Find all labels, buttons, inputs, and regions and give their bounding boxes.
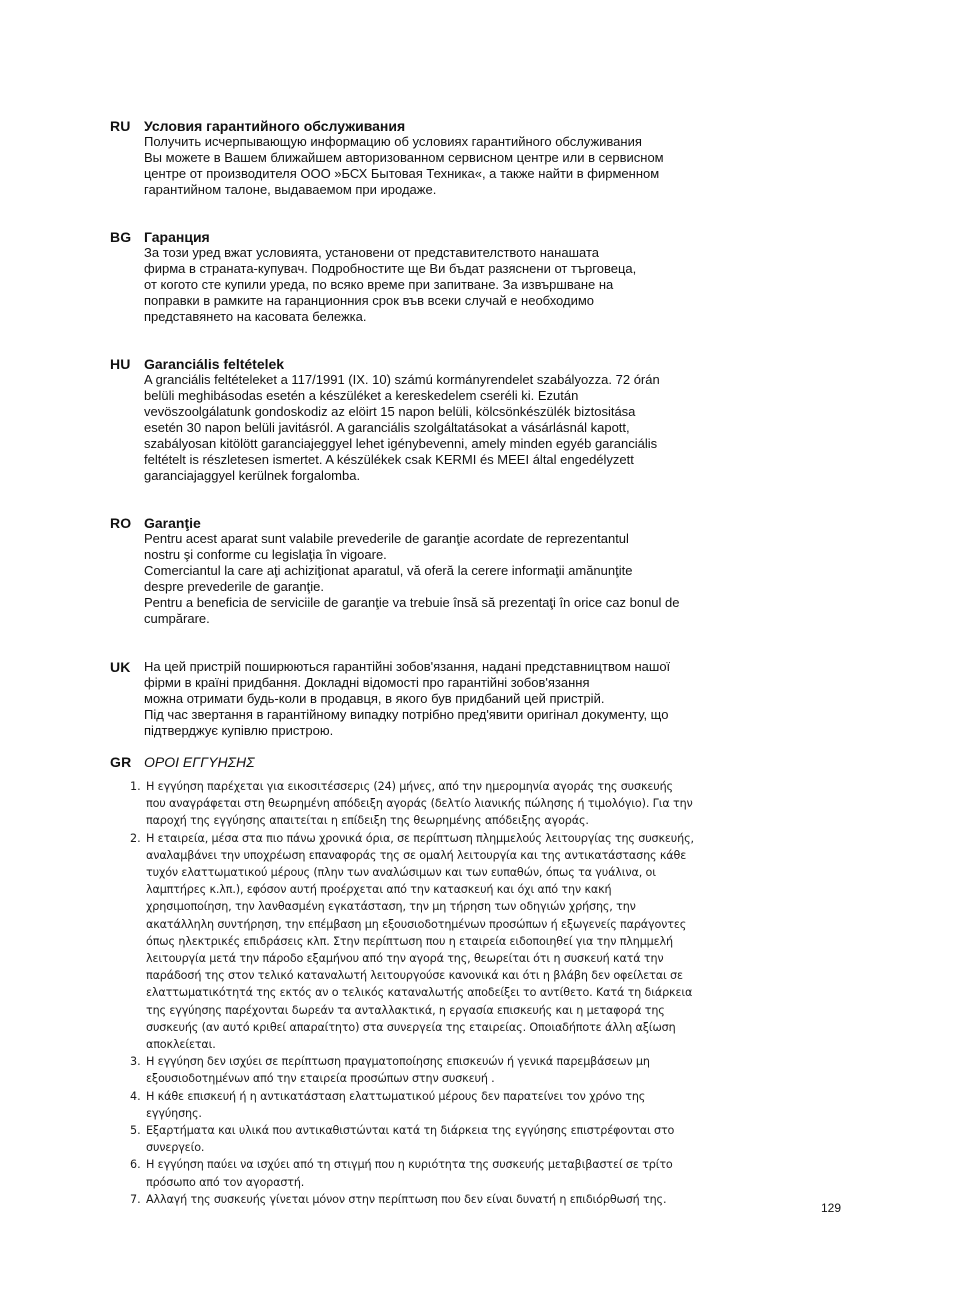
item-line: πρόσωπο από τον αγοραστή.: [146, 1175, 305, 1189]
item-line: Εξαρτήματα και υλικά που αντικαθιστώνται κατά τη διάρκεια της εγγύησης επιστρέφονται στο: [146, 1124, 675, 1138]
item-line: Η εγγύηση παύει να ισχύει από τη στιγμή που η κυριότητα της συσκευής μεταβιβαστεί σε τρίτο: [146, 1158, 673, 1172]
body-line: На цей пристрій поширюються гарантійні зобов'язання, надані представництвом нашої: [144, 659, 671, 674]
section-content: [144, 754, 744, 770]
item-line: τυχόν ελαττωματικού μέρους (πλην των αναλώσιμων και των ευπαθών, όπως τα γυάλινα, οι: [146, 866, 656, 880]
body-line: фірми в країні придбання. Докладні відомості про гарантійні зобов'язання: [144, 675, 590, 690]
body-line: esetén 30 napon belüli javitásról. A garanciális szolgáltatásokat a vásárlásnál kapott,: [144, 420, 630, 435]
item-line: Η εταιρεία, μέσα στα πιο πάνω χρονικά όρια, σε περίπτωση πλημμελούς λειτουργίας της συσκευής,: [146, 831, 694, 845]
body-line: Вы можете в Вашем ближайшем авторизованном сервисном центре или в сервисном: [144, 150, 664, 165]
body-line: представянето на касовата бележка.: [144, 309, 367, 324]
language-code: RU: [110, 118, 131, 134]
language-code: HU: [110, 356, 131, 372]
item-line: Η κάθε επισκευή ή η αντικατάσταση ελαττωματικού μέρους δεν παρατείνει τον χρόνο της: [146, 1089, 646, 1103]
item-line: χρησιμοποίηση, την λανθασμένη εγκατάσταση, την μη τήρηση των οδηγιών χρήσης, την: [146, 900, 636, 914]
body-line: гарантийном талоне, выдаваемом при иродаже.: [144, 182, 437, 197]
item-number: 7.: [130, 1192, 141, 1206]
item-line: συσκευής (αν αυτό κριθεί απαραίτητο) στα συνεργεία της εταιρείας. Οποιαδήποτε άλλη αξίωση: [146, 1020, 676, 1034]
body-line: Comerciantul la care aţi achiziţionat aparatul, vă oferă la cerere informaţii amănunţite: [144, 563, 633, 578]
body-line: vevöszoolgálatunk gondoskodiz az elöirt 15 napon belüli, kölcsönkészülék biztositása: [144, 404, 636, 419]
section-heading: Garanciális feltételek: [144, 356, 285, 372]
body-line: Получить исчерпывающую информацию об условиях гарантийного обслуживания: [144, 134, 642, 149]
body-line: garanciajaggyel kerülnek forgalomba.: [144, 468, 361, 483]
item-line: εγγύησης.: [146, 1106, 202, 1120]
item-line: Η εγγύηση δεν ισχύει σε περίπτωση πραγματοποίησης επισκευών ή γενικά παρεμβάσεων μη: [146, 1055, 650, 1069]
body-line: belüli meghibásodas esetén a készüléket a kereskedelem cseréli ki. Ezután: [144, 388, 579, 403]
item-line: παροχή της εγγύησης απαιτείται η επίδειξη της θεωρημένης απόδειξης αγοράς.: [146, 814, 589, 828]
section-content: [144, 515, 744, 627]
item-line: ακατάλληλη συντήρηση, την επέμβαση μη εξουσιοδοτημένων προσώπων ή εξωγενείς παράγοντες: [146, 917, 687, 931]
item-line: που αναγράφεται στη θεωρημένη απόδειξη αγοράς (δελτίο λιανικής πώλησης ή τιμολόγιο). Για την: [146, 797, 693, 811]
warranty-terms-list: [112, 778, 732, 1208]
item-number: 5.: [130, 1124, 141, 1138]
body-line: можна отримати будь-коли в продавця, в якого був придбаний цей пристрій.: [144, 691, 605, 706]
body-line: За този уред вжат условията, установени от представителството нанашата: [144, 245, 599, 260]
language-code: BG: [110, 229, 132, 245]
list-item: [112, 1191, 732, 1208]
list-item: [112, 830, 732, 1054]
section-heading: Гаранция: [144, 229, 210, 245]
item-line: ελαττωματικότητά της εκτός αν ο τελικός καταναλωτής αποδείξει το αντίθετο. Κατά τη διάρκεια: [146, 986, 693, 1000]
section-content: [144, 118, 744, 198]
list-item: [112, 1122, 732, 1156]
body-line: от когото сте купили уреда, по всяко време при запитване. За извършване на: [144, 277, 614, 292]
language-code: UK: [110, 659, 131, 675]
section-content: [144, 356, 744, 484]
item-number: 1.: [130, 780, 141, 793]
body-line: Під час звертання в гарантійному випадку потрібно пред'явити оригінал документу, що: [144, 707, 669, 722]
item-number: 6.: [130, 1158, 141, 1172]
section-body: [144, 372, 744, 484]
body-line: nostru şi conforme cu legislaţia în vigoare.: [144, 547, 387, 562]
section-body: [144, 245, 744, 325]
list-item: [112, 778, 732, 830]
section-content: [144, 229, 744, 325]
body-line: підтверджує купівлю пристрою.: [144, 723, 334, 738]
language-code: RO: [110, 515, 132, 531]
page-number: 129: [821, 1201, 842, 1215]
section-content: [144, 659, 744, 739]
item-number: 2.: [130, 831, 141, 845]
item-number: 3.: [130, 1055, 141, 1069]
body-line: cumpărare.: [144, 611, 210, 626]
item-line: αποκλείεται.: [146, 1038, 216, 1052]
body-line: Pentru a beneficia de serviciile de garanţie va trebuie însă să prezentaţi în orice caz bonul de: [144, 595, 680, 610]
item-line: Αλλαγή της συσκευής γίνεται μόνον στην περίπτωση που δεν είναι δυνατή η επιδιόρθωσή της.: [146, 1192, 667, 1206]
list-item: [112, 1156, 732, 1190]
item-line: εξουσιοδοτημένων από την εταιρεία προσώπων στην συσκευή .: [146, 1072, 495, 1086]
section-body: [144, 659, 744, 739]
body-line: A granciális feltételeket a 117/1991 (IX. 10) számú kormányrendelet szabályozza. 72 órán: [144, 372, 660, 387]
body-line: despre prevederile de garanţie.: [144, 579, 324, 594]
body-line: Pentru acest aparat sunt valabile prevederile de garanţie acordate de reprezentantul: [144, 531, 629, 546]
item-line: όπως ηλεκτρικές επιδράσεις κλπ. Στην περίπτωση που η εταιρεία ειδοποιηθεί για την πλημμελή: [146, 934, 673, 948]
item-line: αναλαμβάνει την υποχρέωση επαναφοράς της σε ομαλή λειτουργία και της αντικατάστασης κάθε: [146, 848, 687, 862]
list-item: [112, 1088, 732, 1122]
body-line: фирма в страната-купувач. Подробностите ще Ви бъдат разяснени от търговеца,: [144, 261, 637, 276]
item-line: συνεργείο.: [146, 1141, 205, 1155]
body-line: feltételt is részletesen ismertet. A készülékek csak KERMI és MEEI által engedélyzett: [144, 452, 634, 467]
item-number: 4.: [130, 1089, 141, 1103]
item-line: της εγγύησης παρέχονται δωρεάν τα ανταλλακτικά, η εργασία επισκευής και η μεταφορά της: [146, 1003, 665, 1017]
section-heading: Условия гарантийного обслуживания: [144, 118, 406, 134]
body-line: центре от производителя ООО »БСХ Бытовая Техника«, а также найти в фирменном: [144, 166, 660, 181]
item-line: Η εγγύηση παρέχεται για εικοσιτέσσερις (24) μήνες, από την ημερομηνία αγοράς της συσκευής: [146, 780, 673, 793]
section-heading: ΟΡΟΙ ΕΓΓΥΗΣΗΣ: [144, 754, 255, 770]
section-body: [144, 134, 744, 198]
list-item: [112, 1053, 732, 1087]
item-line: παράδοσή της στον τελικό καταναλωτή λειτουργούσε κανονικά και ότι η βλάβη δεν οφείλεται σε: [146, 969, 683, 983]
section-body: [144, 531, 744, 627]
section-heading: Garanţie: [144, 515, 201, 531]
body-line: szabályosan kitölött garanciajeggyel lehet igénybevenni, amely minden egyéb garanciális: [144, 436, 658, 451]
item-line: λαμπτήρες κ.λπ.), εφόσον αυτή προέρχεται από την κατασκευή και όχι από την κακή: [146, 883, 612, 897]
language-code: GR: [110, 754, 132, 770]
item-line: λειτουργία μετά την πάροδο εξαμήνου από την αγορά της, θεωρείται ότι η συσκευή κατά την: [146, 952, 664, 966]
body-line: поправки в рамките на гаранционния срок във всеки случай е необходимо: [144, 293, 595, 308]
